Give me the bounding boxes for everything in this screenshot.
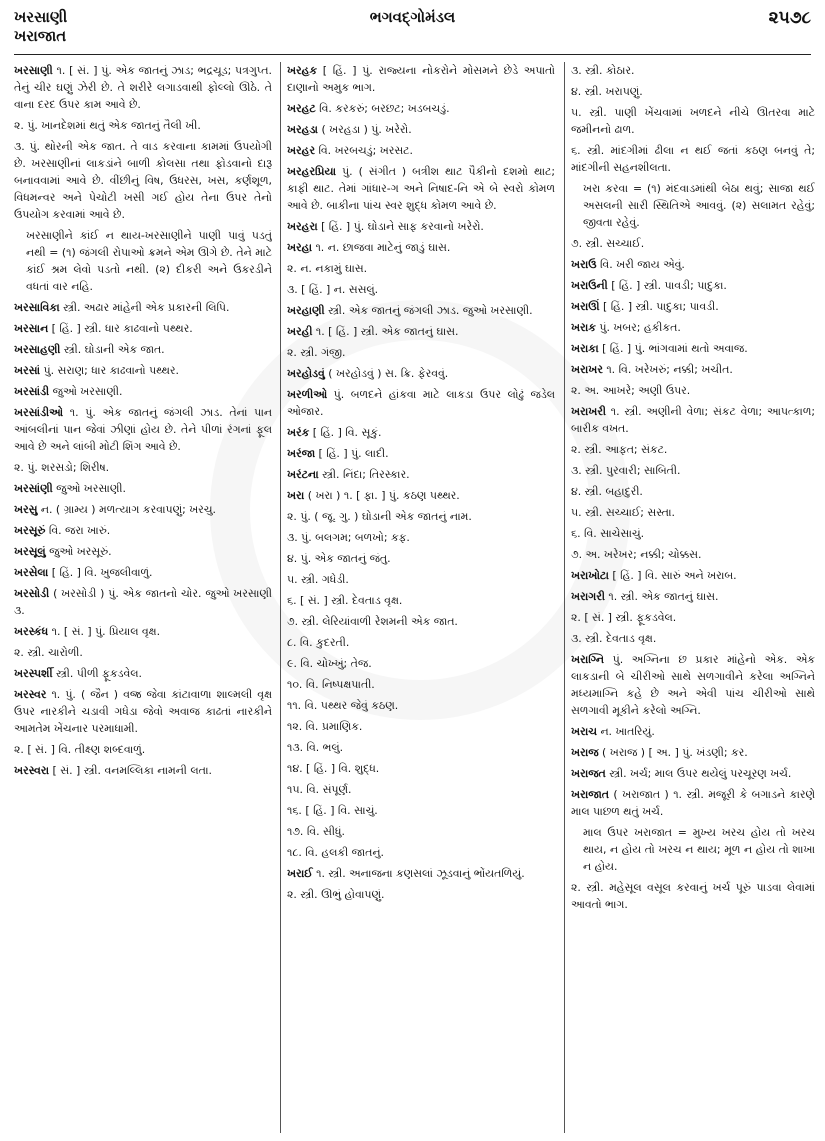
entry-definition: [ હિં. ] પું. લાદી. [318,447,389,460]
dictionary-entry [571,824,815,875]
guide-word-last: ખરાજાત [14,27,67,45]
entry-definition: વિ. જરા ખારું. [48,524,111,537]
entry-definition: ( ખરાજાત ) ૧. સ્ત્રી. મજૂરી કે બગાડને કારણે માલ પાછળ થતું ખર્ચ. [571,788,815,818]
entry-definition: ૪. સ્ત્રી. બહાદુરી. [571,485,643,498]
entry-headword: ખરંક [287,426,310,439]
dictionary-entry [287,634,555,651]
dictionary-entry [14,585,272,619]
entry-headword: ખરહાણી [287,304,325,317]
dictionary-entry [287,802,555,819]
entry-headword: ખરાગરી [571,590,605,603]
dictionary-entry [287,260,555,277]
entry-definition: વિ. ખરી જાય એવું. [599,258,685,271]
dictionary-entry [287,62,555,96]
entry-definition: ૧. સ્ત્રી. એક જાતનું ઘાસ. [608,590,719,603]
entry-headword: ખરહરા [287,220,318,233]
entry-definition: ૩. પું. બલગમ; બળખો; કફ. [287,531,410,544]
dictionary-entry [14,62,272,113]
entry-definition: ૧. [ સં. ] પું. એક જાતનું ઝાડ; ભદ્રચૂડ; પત્રગુપ્ત. તેનું ચીર ઘણું ઝેરી છે. તે શરીરે લગાડવાથી ફોલ્લો ઊઠે. તે વાના દરદ ઉપર કામ આવે છે. [14,64,272,111]
entry-definition: ૬. સ્ત્રી. માંદગીમાં ઢીલા ન થઈ જતાં કઠણ બનવું તે; માંદગીની સહનશીલતા. [571,144,815,174]
dictionary-entry [287,844,555,861]
entry-definition: ૨. [ સં. ] સ્ત્રી. ફૂકડવેલ. [571,611,677,624]
entry-definition: ૧૪. [ હિં. ] વિ. શુદ્ધ. [287,762,380,775]
entry-headword: ખરાજત [571,767,606,780]
dictionary-entry [14,543,272,560]
entry-headword: ખરહરપ્રિયા [287,165,337,178]
entry-definition: ૧૭. વિ. સીધું. [287,825,345,838]
entry-definition: [ હિં. ] સ્ત્રી. પાવડી; પાદુકા. [611,279,727,292]
dictionary-entry [14,383,272,400]
entry-definition: ૧. વિ. ખરેખરું; નક્કી; ખચીત. [606,363,733,376]
entry-headword: ખરહડા [287,123,318,136]
column-1 [14,62,272,1137]
entry-definition: ૩. [ હિં. ] ન. સસલું. [287,283,379,296]
dictionary-entry [571,744,815,761]
entry-definition: [ હિં. ] વિ. સારું અને ખરાબ. [612,569,737,582]
entry-definition: ૨. પું. ખાનદેશમાં થતું એક જાતનું તૈલી ખી. [14,119,201,132]
entry-definition: ૩. સ્ત્રી. કોઠાર. [571,64,635,77]
dictionary-entry [14,138,272,223]
dictionary-entry [571,462,815,479]
entry-headword: ખરસાણી [14,64,53,77]
entry-definition: ૨. સ્ત્રી. ગંજી. [287,346,346,359]
entry-headword: ખરસ્પર્શી [14,667,53,680]
dictionary-entry [571,83,815,100]
dictionary-entry [571,504,815,521]
entry-headword: ખરંટના [287,468,319,481]
entry-definition: પું. બળદને હાંકવા માટે લાકડા ઉપર લોઢું જડેલ ઓજાર. [287,388,555,418]
entry-headword: ખરહક [287,64,318,77]
entry-headword: ખરહોડવું [287,367,325,380]
entry-definition: ( ખરસોડી ) પું. એક જાતનો ચોર. જુઓ ખરસાણી ૩. [14,587,272,617]
entry-definition: ૩. સ્ત્રી. દેવતાડ વૃક્ષ. [571,632,657,645]
entry-definition: સ્ત્રી. નિંદા; તિરસ્કાર. [322,468,410,481]
entry-headword: ખરહટ [287,102,316,115]
dictionary-entry [14,480,272,497]
entry-definition: ૧. પું. એક જાતનું જંગલી ઝાડ. તેનાં પાન આંબલીનાં પાન જેવાં ઝીણાં હોય છે. તેને પીળાં રંગનાં ફૂલ આવે છે અને લાંબી મોટી શિંગ આવે છે. [14,406,272,453]
dictionary-entry [571,298,815,315]
entry-definition: ૧૫. વિ. સંપૂર્ણ. [287,783,352,796]
entry-headword: ખરાખર [571,363,603,376]
entry-definition: ૧૨. વિ. પ્રમાણિક. [287,720,363,733]
dictionary-entry [287,142,555,159]
entry-definition: સ્ત્રી. ખર્ચ; માલ ઉપર થયેલું પરચૂરણ ખર્ચ. [609,767,792,780]
entry-definition: ૫. સ્ત્રી. પાણી ખેંચવામાં ખળદને નીચે ઊતરવા માટે જમીનનો ઢાળ. [571,106,815,136]
entry-definition: ૭. સ્ત્રી. સચ્ચાઈ. [571,237,645,250]
entry-headword: ખરસાવિકા [14,301,60,314]
entry-headword: ખરસ્કંધ [14,625,49,638]
dictionary-entry [14,522,272,539]
dictionary-entry [571,765,815,782]
dictionary-entry [571,630,815,647]
entry-definition: [ હિં. ] પું. ભાંગવામાં થતો અવાજ. [602,342,748,355]
dictionary-entry [571,546,815,563]
dictionary-entry [571,651,815,719]
dictionary-entry [571,588,815,605]
column-2 [287,62,555,1137]
entry-headword: ખરા [287,489,305,502]
dictionary-entry [287,239,555,256]
dictionary-entry [287,571,555,588]
entry-headword: ખરાગ્નિ [571,653,605,666]
entry-headword: ખરસાન [14,322,49,335]
dictionary-entry [287,529,555,546]
entry-definition: ૧૧. વિ. પથ્થર જેવું કઠણ. [287,699,399,712]
entry-definition: [ સં. ] સ્ત્રી. વનમલ્લિકા નામની લતા. [52,764,212,777]
dictionary-entry [14,320,272,337]
entry-headword: ખરસાં [14,364,41,377]
entry-definition: [ હિં. ] સ્ત્રી. પાદુકા; પાવડી. [602,300,719,313]
dictionary-entry [287,655,555,672]
dictionary-entry [571,786,815,820]
entry-definition: ૧. સ્ત્રી. અનાજના કણસલાં ઝૂડવાનું ભોંયતળિયું. [316,867,525,880]
dictionary-entry [14,362,272,379]
dictionary-entry [287,386,555,420]
entry-definition: જુઓ ખરસાણી. [52,385,123,398]
entry-definition: ૧૮. વિ. હલકી જાતનું. [287,846,384,859]
dictionary-entry [287,344,555,361]
dictionary-entry [571,319,815,336]
dictionary-entry [571,382,815,399]
dictionary-entry [14,299,272,316]
entry-definition: વિ. કરકરું; બરછટ; ખડબચડું. [319,102,450,115]
entry-definition: ૨. પું. ( જૂ. ગુ. ) ઘોડાની એક જાતનું નામ. [287,510,472,523]
entry-definition: ૧. [ સં. ] પું. પ્રિયાલ વૃક્ષ. [51,625,161,638]
dictionary-entry [14,501,272,518]
guide-word-first: ખરસાણી [14,8,68,26]
dictionary-entry [14,459,272,476]
dictionary-entry [571,361,815,378]
entry-definition: ૩. પું. થોરની એક જાત. તે વાડ કરવાના કામમાં ઉપયોગી છે. ખરસાણીનાં લાકડાંને બાળી કોલસા તથા ફોડવાનો દારૂ બનાવવામાં આવે છે. વીંછીનું વિષ, ઉધરસ, ખસ, કર્ણશૂળ, વિધમન્વર અને પેચોટી ખસી ગઈ હોય તેના ઉપર તેનો ઉપયોગ કરવામાં આવે છે. [14,140,272,221]
entry-definition: ન. ખાતરિયું. [600,725,655,738]
entry-definition: ૮. વિ. કુદરતી. [287,636,350,649]
entry-headword: ખરળીઓ [287,388,328,401]
entry-headword: ખરસૂરું [14,524,46,537]
entry-headword: ખરાખરી [571,405,606,418]
dictionary-entry [287,508,555,525]
dictionary-entry [287,676,555,693]
entry-definition: વિ. ખરબચડું; ખરસટ. [318,144,413,157]
entry-headword: ખરસાંડીઓ [14,406,64,419]
entry-definition: ૧. સ્ત્રી. અણીની વેળા; સંકટ વેળા; આપત્કાળ; બારીક વખત. [571,405,815,435]
dictionary-entry [571,180,815,231]
entry-definition: ૬. વિ. સાચેસાચું. [571,527,645,540]
entry-definition: [ હિં. ] વિ. સૂકું. [312,426,382,439]
entry-headword: ખરસાંડી [14,385,50,398]
entry-definition: ( ખરાજ ) [ અ. ] પું. ખંડણી; કર. [602,746,748,759]
dictionary-entry [287,466,555,483]
dictionary-entry [14,404,272,455]
entry-definition: [ હિં. ] પું. ઘોડાને સાફ કરવાનો ખરેરો. [321,220,484,233]
dictionary-entry [571,62,815,79]
dictionary-entry [571,441,815,458]
running-title: ભગવદ્ગોમંડલ [369,8,456,26]
entry-definition: પું. અગ્નિના છ પ્રકાર માંહેનો એક. એક લાકડાની બે ચીરીઓ સાથે સળગાવીને કરેલા અગ્નિને મધ્યમાગ્નિ કહે છે અને એવી પાંચ ચીરીઓ સાથે સળગાવી મૂકીને કરેલો અગ્નિ. [571,653,815,717]
dictionary-entry [287,323,555,340]
entry-definition: ૧. [ હિં. ] સ્ત્રી. એક જાતનું ઘાસ. [315,325,459,338]
dictionary-entry [14,665,272,682]
entry-definition: ૧૬. [ હિં. ] વિ. સાચું. [287,804,378,817]
entry-definition: ૩. સ્ત્રી. પુરવારી; સાબિતી. [571,464,681,477]
dictionary-entry [287,163,555,214]
entry-definition: પું. ( સંગીત ) બત્રીશ થાટ પૈકીનો દશમો થાટ; કાફી થાટ. તેમાં ગાંધાર-ગ અને નિષાદ-નિ એ બે સ્વરો કોમળ આવે છે. બાકીના પાંચ સ્વર શુદ્ધ કોમળ આવે છે. [287,165,555,212]
entry-definition: ૪. પું. એક જાતનું જંતુ. [287,552,391,565]
entry-definition: પું. ખબર; હકીકત. [599,321,681,334]
dictionary-entry [14,623,272,640]
entry-definition: ૨. સ્ત્રી. ચારોળી. [14,646,83,659]
dictionary-entry [571,235,815,252]
dictionary-body [14,62,815,1137]
entry-definition: ૨. અ. આખરે; અણી ઉપર. [571,384,691,397]
entry-definition: ૧૦. વિ. નિષ્પક્ષપાતી. [287,678,375,691]
dictionary-entry [287,823,555,840]
entry-definition: સ્ત્રી. ઘોડાની એક જાત. [63,343,165,356]
dictionary-entry [14,117,272,134]
dictionary-entry [14,227,272,295]
entry-definition: ( ખરહડા ) પું. ખરેરો. [321,123,412,136]
dictionary-entry [571,104,815,138]
entry-headword: ખરાઉ [571,258,597,271]
entry-definition: ૧. ન. છાજવા માટેનું જાડું ઘાસ. [315,241,451,254]
entry-definition: ૨. સ્ત્રી. આફત; સંકટ. [571,443,668,456]
dictionary-entry [571,483,815,500]
dictionary-entry [14,564,272,581]
dictionary-entry [571,403,815,437]
entry-headword: ખરાઊં [571,300,600,313]
dictionary-entry [571,879,815,913]
entry-definition: ૪. સ્ત્રી. ખરાપણું. [571,85,643,98]
entry-definition: ૭. સ્ત્રી. લેરિયાંવાળી રેશમની એક જાત. [287,615,458,628]
column-3 [571,62,815,1137]
dictionary-entry [571,723,815,740]
dictionary-entry [287,865,555,882]
dictionary-entry [287,592,555,609]
dictionary-entry [14,741,272,758]
dictionary-entry [287,718,555,735]
entry-definition: સ્ત્રી. પીળી ફૂકડવેલ. [56,667,142,680]
entry-definition: ૯. વિ. ચોખ્ખું; તેજ. [287,657,372,670]
entry-definition: જુઓ ખરસૂરું. [49,545,112,558]
dictionary-entry [571,609,815,626]
dictionary-entry [571,256,815,273]
dictionary-entry [287,739,555,756]
dictionary-entry [287,613,555,630]
entry-definition: ખરસાણીને કાંઈ ન થાય-ખરસાણીને પાણી પાવું પડતું નથી = (૧) જંગલી રોપાઓ ક્રમને એમ ઊગે છે. તેને માટે કાંઈ શ્રમ લેવો પડતો નથી. (૨) દીકરી અને ઉકરડીને વધતાં વાર નહિ. [26,229,272,293]
entry-definition: ૫. સ્ત્રી. ગધેડી. [287,573,349,586]
entry-definition: [ હિં. ] સ્ત્રી. ધાર કાઢવાનો પથ્થર. [51,322,193,335]
entry-definition: સ્ત્રી. એક જાતનું જંગલી ઝાડ. જુઓ ખરસાણી. [328,304,533,317]
page-number: ૨૫૭૮ [768,8,811,28]
entry-headword: ખરહર [287,144,315,157]
entry-definition: ૬. [ સં. ] સ્ત્રી. દેવતાડ વૃક્ષ. [287,594,403,607]
entry-definition: માલ ઉપર ખરાજાત = મુખ્ય ખરચ હોય તો ખરચ થાય, ન હોય તો ખરચ ન થાય; મૂળ ન હોય તો શાખા ન હોય. [583,826,815,873]
entry-definition: ૨. સ્ત્રી. મહેસૂલ વસૂલ કરવાનું ખર્ચ પૂરું પાડવા લેવામાં આવતો ભાગ. [571,881,815,911]
dictionary-entry [14,762,272,779]
entry-headword: ખરાકા [571,342,599,355]
entry-definition: [ હિં. ] વિ. ખુજલીવાળું. [51,566,153,579]
dictionary-entry [14,686,272,737]
entry-headword: ખરાઉની [571,279,608,292]
entry-definition: ૭. અ. ખરેખર; નક્કી; ચોક્કસ. [571,548,702,561]
entry-definition: ન. ( ગ્રામ્ય ) મળત્યાગ કરવાપણું; ખરચુ. [40,503,216,516]
entry-headword: ખરસાંણી [14,482,53,495]
entry-definition: ૧૩. વિ. ભલું. [287,741,344,754]
dictionary-entry [287,445,555,462]
entry-definition: ખરા કરવા = (૧) મંદવાડમાંથી બેઠા થવું; સાજા થઈ અસલની સારી સ્થિતિએ આવવું. (૨) સલામત રહેવું; જીવતા રહેવું. [583,182,815,229]
dictionary-entry [287,550,555,567]
dictionary-entry [287,760,555,777]
entry-definition: પું. સરાણ; ધાર કાઢવાનો પથ્થર. [43,364,179,377]
entry-definition: ૨. સ્ત્રી. ઊભું હોવાપણું. [287,888,385,901]
entry-headword: ખરસૂલું [14,545,46,558]
entry-headword: ખરાઈ [287,867,313,880]
page-header [14,6,811,55]
entry-headword: ખરાખોટા [571,569,609,582]
dictionary-entry [287,100,555,117]
dictionary-entry [287,281,555,298]
entry-headword: ખરાચ [571,725,597,738]
entry-definition: સ્ત્રી. અઢાર માંહેની એક પ્રકારની લિપિ. [63,301,230,314]
entry-headword: ખરસેલા [14,566,49,579]
dictionary-entry [287,365,555,382]
entry-definition: ૫. સ્ત્રી. સચ્ચાઈ; સસ્તા. [571,506,675,519]
entry-definition: ૨. પું. શરસડો; શિરીષ. [14,461,110,474]
entry-headword: ખરહી [287,325,313,338]
entry-headword: ખરાજ [571,746,599,759]
entry-definition: ૨. [ સં. ] વિ. તીક્ષ્ણ શબ્દવાળું. [14,743,146,756]
dictionary-entry [287,424,555,441]
dictionary-entry [287,121,555,138]
entry-headword: ખરંજા [287,447,316,460]
dictionary-entry [14,644,272,661]
entry-definition: જુઓ ખરસાણી. [56,482,126,495]
entry-definition: ૨. ન. નકામું ઘાસ. [287,262,368,275]
entry-headword: ખરાજાત [571,788,609,801]
entry-headword: ખરસ્વર [14,688,47,701]
dictionary-entry [287,302,555,319]
entry-headword: ખરહા [287,241,312,254]
dictionary-entry [287,487,555,504]
entry-headword: ખરસાહણી [14,343,61,356]
dictionary-entry [14,341,272,358]
dictionary-entry [571,340,815,357]
entry-headword: ખરસોડી [14,587,50,600]
entry-headword: ખરાક [571,321,596,334]
dictionary-entry [287,886,555,903]
entry-headword: ખરસ્વરા [14,764,50,777]
entry-headword: ખરસુ [14,503,38,516]
dictionary-entry [571,567,815,584]
dictionary-entry [571,525,815,542]
entry-definition: [ હિં. ] પું. રાજ્યના નોકરોને મોસમને છેડે અપાતો દાણાનો અમુક ભાગ. [287,64,555,94]
entry-definition: ( ખરા ) ૧. [ ફા. ] પું. કઠણ પથ્થર. [307,489,460,502]
dictionary-entry [571,277,815,294]
entry-definition: ( ખરહોડવું ) સ. ક્રિ. ફેરવવું. [328,367,449,380]
entry-definition: ૧. પું. ( જૈન ) વજ્ર જેવા કાંટાવાળા શાલ્મલી વૃક્ષ ઉપર નારકીને ચડાવી ગધેડા જેવો અવાજ કાઢતાં નારકીને આમતેમ ખેંચનાર પરમાધામી. [14,688,272,735]
dictionary-entry [287,218,555,235]
dictionary-entry [571,142,815,176]
dictionary-entry [287,697,555,714]
dictionary-entry [287,781,555,798]
